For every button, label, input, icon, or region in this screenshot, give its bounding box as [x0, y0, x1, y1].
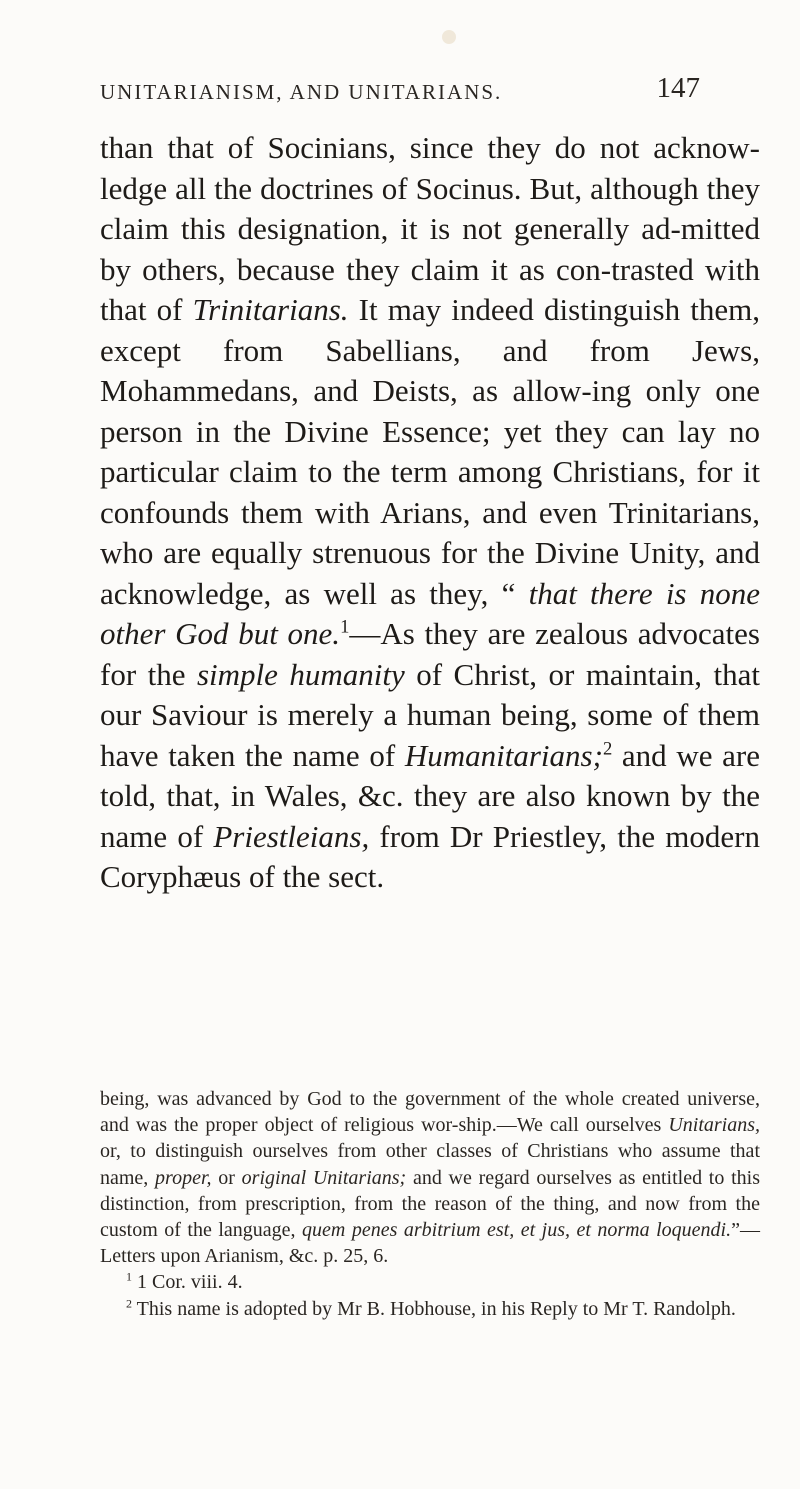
text-segment: or: [211, 1166, 242, 1189]
body-text: [100, 128, 760, 898]
latin-quote: quem penes arbitrium est, et jus, et norma loquendi.: [302, 1219, 732, 1242]
text-segment: from Dr Priestley, the modern Coryphæus of the sect.: [100, 818, 760, 894]
italic-term: simple humanity: [196, 656, 405, 692]
footnote-marker: 1: [126, 1269, 132, 1284]
page-header: [100, 72, 700, 112]
italic-term: proper,: [155, 1166, 212, 1189]
footnote-ref-1: 1: [340, 616, 350, 638]
footnote-2: [100, 1296, 760, 1322]
italic-term: original Unitarians;: [241, 1166, 407, 1189]
text-segment: ”—Letters upon Arianism, &c. p. 25, 6.: [100, 1219, 760, 1268]
italic-term: Unitarians,: [668, 1114, 760, 1137]
italic-term: Priestleians,: [213, 818, 370, 854]
text-segment: and we regard ourselves as entitled to this distinction, from prescription, from the reason of the thing, and now from the custom of the language,: [100, 1166, 760, 1242]
footnote-ref-2: 2: [602, 738, 613, 760]
footnote-marker: 2: [126, 1295, 132, 1310]
text-segment: of Christ, or maintain, that our Saviour is merely a human being, some of them have taken the name of: [100, 656, 760, 773]
text-segment: or, to distinguish ourselves from other classes of Christians who assume that name,: [100, 1140, 760, 1189]
footnotes: [100, 1086, 760, 1322]
footnote-text: 1 Cor. viii. 4.: [132, 1271, 243, 1294]
scripture-quote: that there is none other God but one.: [100, 575, 760, 651]
text-segment: It may indeed distinguish them, except from Sabellians, and from Jews, Mohammedans, and Deists, as allow-ing only one person in the Divine Essence; yet they can lay no particular claim to the term among Christians, for it confounds them with Arians, and even Trinitarians, who are equally strenuous for the Divine Unity, and acknowledge, as well as they, “: [100, 292, 760, 611]
footnote-text: This name is adopted by Mr B. Hobhouse, in his Reply to Mr T. Randolph.: [132, 1297, 736, 1320]
text-segment: and we are told, that, in Wales, &c. they are also known by the name of: [100, 737, 761, 854]
running-head: UNITARIANISM, AND UNITARIANS.: [100, 80, 503, 104]
page-number: 147: [656, 72, 700, 104]
italic-term: Humanitarians;: [404, 737, 603, 773]
footnote-continuation: [100, 1086, 760, 1269]
text-segment: being, was advanced by God to the government of the whole created universe, and was the proper object of religious wor-ship.—We call ourselves: [100, 1088, 760, 1137]
footnote-1: [100, 1269, 760, 1295]
text-segment: than that of Socinians, since they do not acknow-ledge all the doctrines of Socinus. But, although they claim this designation, it is not generally ad-mitted by others, because they claim it as con-trasted with that of: [100, 130, 760, 327]
italic-term: Trinitarians.: [192, 292, 349, 327]
text-segment: —As they are zealous advocates for the: [100, 616, 760, 692]
main-paragraph: [100, 128, 760, 898]
scan-stain: [442, 30, 456, 44]
